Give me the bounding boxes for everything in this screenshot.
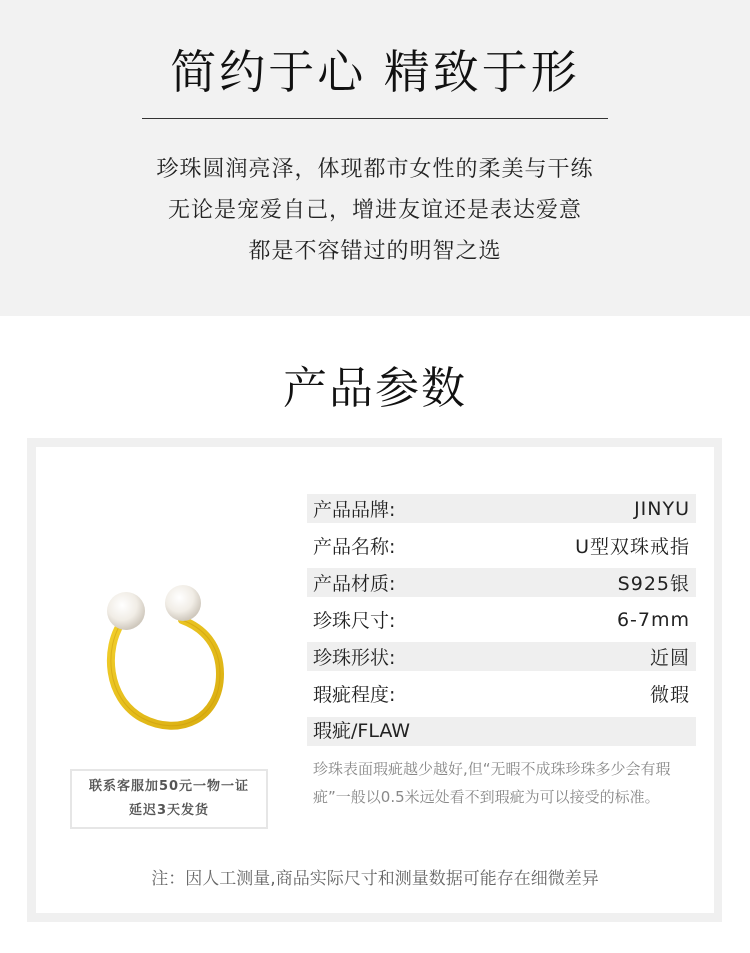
spec-value: JINYU [634, 497, 690, 520]
spec-row-material [307, 568, 696, 597]
intro-title: 简约于心 精致于形 [170, 45, 580, 99]
intro-line: 无论是宠爱自己，增进友谊还是表达爱意 [167, 198, 582, 223]
spec-row-brand [307, 494, 696, 523]
pearl-ring-image [92, 578, 240, 736]
spec-label: 产品材质: [313, 573, 396, 595]
spec-label: 珍珠尺寸: [313, 610, 396, 632]
spec-label: 产品名称: [313, 536, 396, 558]
spec-label: 瑕疵程度: [313, 684, 396, 706]
intro-line: 珍珠圆润亮泽，体现都市女性的柔美与干练 [156, 157, 594, 182]
params-title: 产品参数 [283, 363, 467, 414]
spec-row-pearl-shape [307, 642, 696, 671]
spec-value: U型双珠戒指 [575, 536, 690, 558]
spec-table [307, 494, 696, 716]
intro-text [0, 149, 750, 272]
spec-row-flaw-level [307, 679, 696, 708]
flaw-description: 珍珠表面瑕疵越少越好,但“无暇不成珠珍珠多少会有瑕疵”一般以0.5米远处看不到瑕疵为可以接受的标准。 [313, 760, 671, 806]
spec-value: 6-7mm [616, 608, 690, 631]
spec-value: S925银 [617, 573, 690, 595]
spec-label: 珍珠形状: [313, 647, 396, 669]
intro-line: 都是不容错过的明智之选 [248, 239, 502, 264]
spec-value: 微瑕 [649, 684, 690, 706]
measurement-note: 注：因人工测量,商品实际尺寸和测量数据可能存在细微差异 [151, 869, 599, 889]
service-note-line1: 联系客服加50元一物一证 [88, 779, 250, 794]
spec-value: 近圆 [649, 647, 690, 669]
spec-label: 产品品牌: [313, 499, 396, 521]
intro-panel [0, 0, 750, 316]
title-divider [142, 118, 608, 119]
service-note-box [70, 769, 268, 829]
flaw-heading: 瑕疵/FLAW [307, 717, 696, 746]
spec-row-name [307, 531, 696, 560]
spec-row-pearl-size [307, 605, 696, 634]
service-note-line2: 延迟3天发货 [128, 803, 210, 818]
